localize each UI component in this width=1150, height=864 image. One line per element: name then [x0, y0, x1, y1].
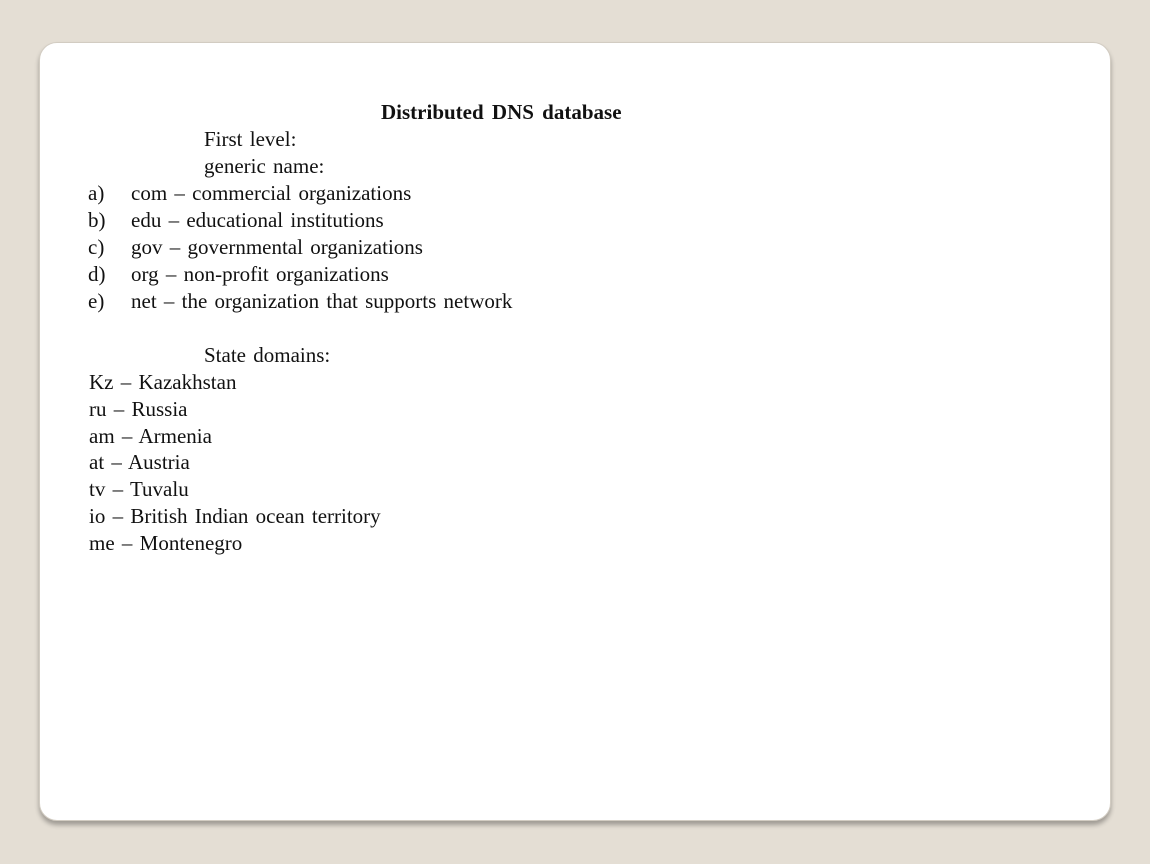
generic-name-heading: generic name: — [204, 154, 325, 178]
slide-title: Distributed DNS database — [381, 100, 622, 124]
list-item-text: net – the organization that supports network — [131, 289, 513, 313]
state-domain-item: Kz – Kazakhstan — [89, 370, 237, 394]
list-marker: c) — [88, 235, 105, 259]
state-domain-item: at – Austria — [89, 450, 190, 474]
list-marker: e) — [88, 289, 105, 313]
state-domains-heading: State domains: — [204, 343, 331, 367]
list-item — [88, 207, 384, 233]
state-domain-item: tv – Tuvalu — [89, 477, 189, 501]
list-item — [88, 180, 411, 206]
list-item — [88, 234, 423, 260]
state-domain-item: am – Armenia — [89, 424, 212, 448]
list-item-text: edu – educational institutions — [131, 208, 384, 232]
slide — [39, 42, 1111, 821]
state-domain-item: ru – Russia — [89, 397, 188, 421]
state-domain-item: io – British Indian ocean territory — [89, 504, 381, 528]
list-item — [88, 288, 512, 314]
list-marker: d) — [88, 262, 106, 286]
list-item-text: gov – governmental organizations — [131, 235, 423, 259]
list-item — [88, 261, 389, 287]
list-marker: a) — [88, 181, 105, 205]
state-domain-item: me – Montenegro — [89, 531, 243, 555]
list-item-text: org – non-profit organizations — [131, 262, 389, 286]
list-marker: b) — [88, 208, 106, 232]
list-item-text: com – commercial organizations — [131, 181, 412, 205]
first-level-heading: First level: — [204, 127, 297, 151]
